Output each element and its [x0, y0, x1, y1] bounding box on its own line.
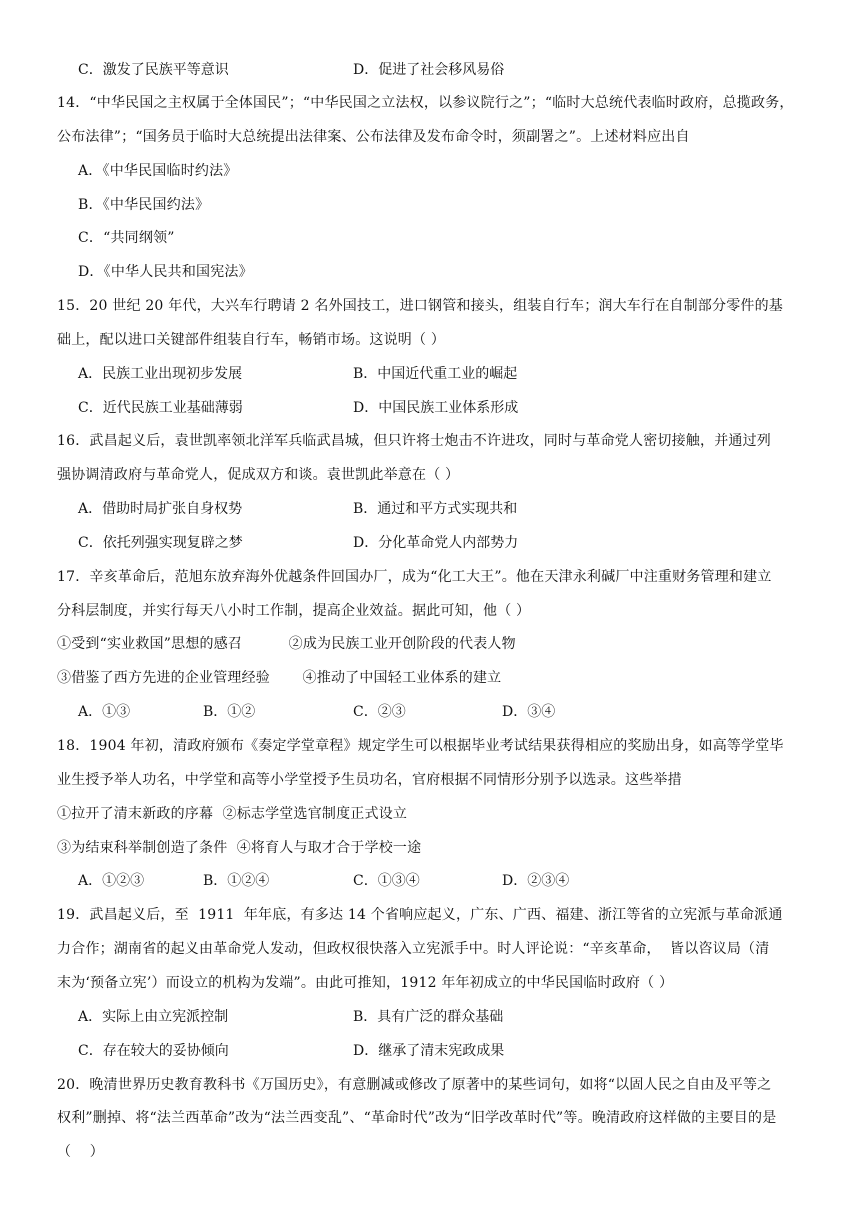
- q20-stem-line1: 20．晚清世界历史教育教科书《万国历史》，有意删减或修改了原著中的某些词句，如将“以固人民之自由及平等之: [57, 1077, 772, 1093]
- q18-statements-1-2: ①拉开了清末新政的序幕 ②标志学堂选官制度正式设立: [57, 806, 408, 822]
- q16-option-d: D．分化革命党人内部势力: [353, 535, 519, 551]
- q18-option-d: D．②③④: [502, 873, 570, 889]
- q18-option-c: C．①③④: [353, 873, 420, 889]
- q16-option-c: C．依托列强实现复辟之梦: [78, 535, 243, 551]
- q17-statements-3-4: ③借鉴了西方先进的企业管理经验 ④推动了中国轻工业体系的建立: [57, 670, 502, 686]
- q15-option-c: C．近代民族工业基础薄弱: [78, 400, 243, 416]
- q17-option-d: D．③④: [502, 704, 556, 720]
- q18-statements-3-4: ③为结束科举制创造了条件 ④将育人与取才合于学校一途: [57, 840, 422, 856]
- q14-option-b: B．《中华民国约法》: [78, 197, 210, 213]
- q19-option-a: A．实际上由立宪派控制: [78, 1009, 229, 1025]
- q17-option-a: A．①③: [78, 704, 131, 720]
- q18-option-b: B．①②④: [203, 873, 270, 889]
- q18-options: [78, 871, 808, 891]
- q19-stem-line3: 末为‘预备立宪’）而设立的机构为发端”。由此可推知，1912 年年初成立的中华民国临时政府（ ）: [57, 975, 674, 991]
- q20-stem-line2: 权利”删掉、将“法兰西革命”改为“法兰西变乱”、“革命时代”改为“旧学改革时代”等。晚清政府这样做的主要目的是: [57, 1110, 777, 1126]
- q17-options: [78, 702, 808, 722]
- q13-option-d: D．促进了社会移风易俗: [353, 62, 505, 78]
- q19-options-cd: [78, 1041, 808, 1061]
- q13-option-c: C．激发了民族平等意识: [78, 62, 229, 78]
- q20-stem-line3: （ ）: [57, 1144, 105, 1160]
- q18-option-a: A．①②③: [78, 873, 145, 889]
- q13-options-cd: [78, 60, 808, 80]
- q16-options-ab: [78, 499, 808, 519]
- q16-option-b: B．通过和平方式实现共和: [353, 501, 518, 517]
- q19-stem-line1: 19．武昌起义后，至 1911 年年底，有多达 14 个省响应起义，广东、广西、福建、浙江等省的立宪派与革命派通: [57, 907, 783, 923]
- q14-option-d: D．《中华人民共和国宪法》: [78, 264, 253, 280]
- q18-stem-line1: 18．1904 年初，清政府颁布《奏定学堂章程》规定学生可以根据毕业考试结果获得相应的奖励出身，如高等学堂毕: [57, 738, 784, 754]
- q15-option-d: D．中国民族工业体系形成: [353, 400, 519, 416]
- q14-option-c: C．“共同纲领”: [78, 230, 175, 246]
- q17-stem-line1: 17．辛亥革命后，范旭东放弃海外优越条件回国办厂，成为“化工大王”。他在天津永利碱厂中注重财务管理和建立: [57, 569, 772, 585]
- q14-stem-line1: 14．“中华民国之主权属于全体国民”；“中华民国之立法权，以参议院行之”；“临时大总统代表临时政府，总揽政务，: [57, 95, 794, 111]
- q16-stem-line1: 16．武昌起义后，袁世凯率领北洋军兵临武昌城，但只许将士炮击不许进攻，同时与革命党人密切接触，并通过列: [57, 433, 772, 449]
- q14-stem-line2: 公布法律”；“国务员于临时大总统提出法律案、公布法律及发布命令时，须副署之”。上述材料应出自: [57, 129, 690, 145]
- q19-option-b: B．具有广泛的群众基础: [353, 1009, 504, 1025]
- q15-option-b: B．中国近代重工业的崛起: [353, 366, 518, 382]
- q15-stem-line1: 15．20 世纪 20 年代，大兴车行聘请 2 名外国技工，进口钢管和接头，组装自行车；润大车行在自制部分零件的基: [57, 298, 783, 314]
- q19-option-d: D．继承了清末宪政成果: [353, 1043, 505, 1059]
- q16-stem-line2: 强协调清政府与革命党人，促成双方和谈。袁世凯此举意在（ ）: [57, 467, 460, 483]
- q19-stem-line2: 力合作；湖南省的起义由革命党人发动，但政权很快落入立宪派手中。时人评论说：“辛亥革命， 皆以咨议局（清: [57, 941, 770, 957]
- q15-options-cd: [78, 398, 808, 418]
- q15-options-ab: [78, 364, 808, 384]
- q19-options-ab: [78, 1007, 808, 1027]
- q17-stem-line2: 分科层制度，并实行每天八小时工作制，提高企业效益。据此可知，他（ ）: [57, 603, 531, 619]
- q16-option-a: A．借助时局扩张自身权势: [78, 501, 243, 517]
- q15-option-a: A．民族工业出现初步发展: [78, 366, 243, 382]
- q14-option-a: A．《中华民国临时约法》: [78, 163, 238, 179]
- q17-option-c: C．②③: [353, 704, 406, 720]
- q17-option-b: B．①②: [203, 704, 256, 720]
- q16-options-cd: [78, 533, 808, 553]
- q19-option-c: C．存在较大的妥协倾向: [78, 1043, 229, 1059]
- q15-stem-line2: 础上，配以进口关键部件组装自行车，畅销市场。这说明（ ）: [57, 332, 446, 348]
- q17-statements-1-2: ①受到“实业救国”思想的感召 ②成为民族工业开创阶段的代表人物: [57, 636, 516, 652]
- q18-stem-line2: 业生授予举人功名，中学堂和高等小学堂授予生员功名，官府根据不同情形分别予以选录。这些举措: [57, 772, 682, 788]
